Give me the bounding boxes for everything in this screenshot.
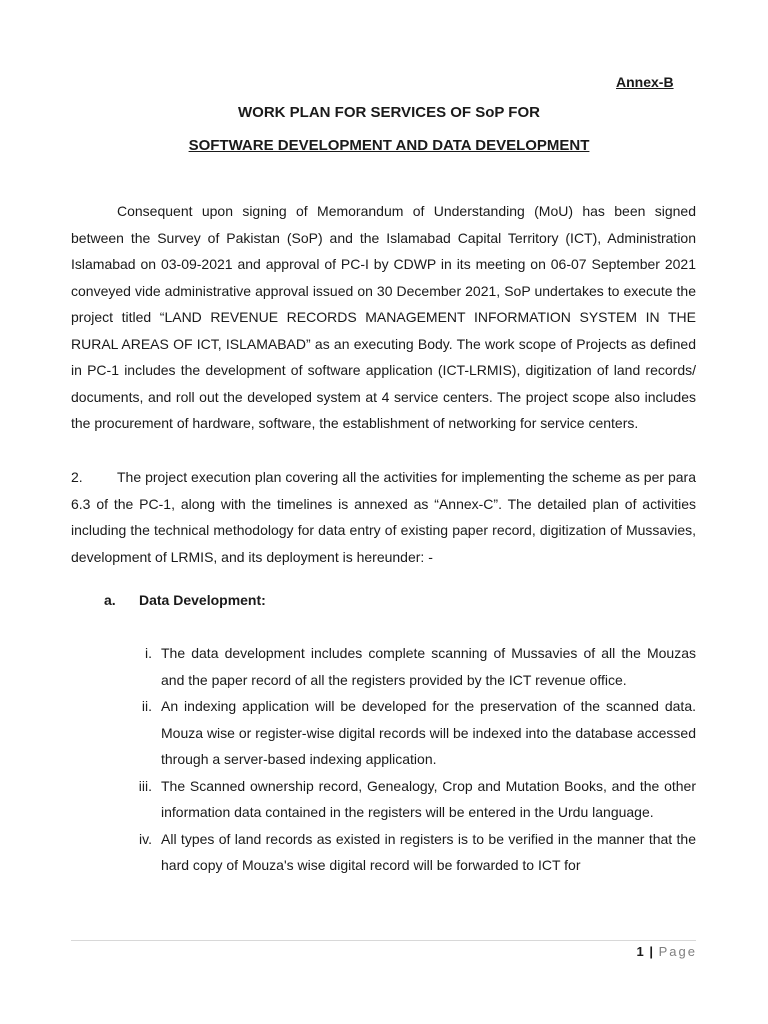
page-footer — [637, 944, 698, 959]
list-item-text: The data development includes complete scanning of Mussavies of all the Mouzas and the paper record of all the registers provided by the ICT revenue office. — [161, 645, 696, 688]
list-item-text: An indexing application will be developed for the preservation of the scanned data. Mouza wise or register-wise digital records will be indexed into the database accessed through a server-based indexing application. — [161, 698, 696, 767]
section-a-heading — [104, 592, 266, 608]
page-label: Page — [658, 944, 697, 959]
list-item-text: The Scanned ownership record, Genealogy, Crop and Mutation Books, and the other information data contained in the registers will be entered in the Urdu language. — [161, 777, 696, 820]
data-development-list — [125, 640, 696, 879]
paragraph-2-text: The project execution plan covering all the activities for implementing the scheme as per para 6.3 of the PC-1, along with the timelines is annexed as “Annex-C”. The detailed plan of activities including the technical methodology for data entry of existing paper record, digitization of Mussavies, development of LRMIS, and its deployment is hereunder: - — [71, 469, 696, 565]
list-item-text: All types of land records as existed in registers is to be verified in the manner that the hard copy of Mouza's wise digital record will be forwarded to ICT for — [161, 830, 696, 873]
section-a-title: Data Development: — [139, 592, 266, 608]
section-a-marker: a. — [104, 592, 116, 608]
annex-label: Annex-B — [616, 74, 674, 90]
list-item — [125, 640, 696, 693]
list-item — [125, 826, 696, 879]
paragraph-2 — [71, 464, 696, 570]
footer-divider — [71, 940, 696, 941]
document-title-line-1: WORK PLAN FOR SERVICES OF SoP FOR — [238, 104, 540, 121]
document-title-line-2: SOFTWARE DEVELOPMENT AND DATA DEVELOPMENT — [188, 137, 590, 154]
list-item-numeral: ii. — [141, 698, 152, 714]
list-item-numeral: iv. — [139, 830, 152, 847]
list-item-numeral: i. — [145, 645, 152, 661]
list-item — [125, 773, 696, 826]
paragraph-1: Consequent upon signing of Memorandum of Understanding (MoU) has been signed between the Survey of Pakistan (SoP) and the Islamabad Capital Territory (ICT), Administration Islamabad on 03-09-2021 and approval of PC-I by CDWP in its meeting on 06-07 September 2021 conveyed vide administrative approval issued on 30 December 2021, SoP undertakes to execute the project titled “LAND REVENUE RECORDS MANAGEMENT INFORMATION SYSTEM IN THE RURAL AREAS OF ICT, ISLAMABAD” as an executing Body. The work scope of Projects as defined in PC-1 includes the development of software application (ICT-LRMIS), digitization of land records/ documents, and roll out the developed system at 4 service centers. The project scope also includes the procurement of hardware, software, the establishment of networking for service centers. — [71, 203, 696, 431]
list-item-numeral: iii. — [138, 777, 152, 794]
page-separator: | — [649, 944, 653, 959]
page-number: 1 — [636, 944, 644, 959]
paragraph-2-number: 2. — [71, 469, 83, 485]
list-item — [125, 693, 696, 773]
